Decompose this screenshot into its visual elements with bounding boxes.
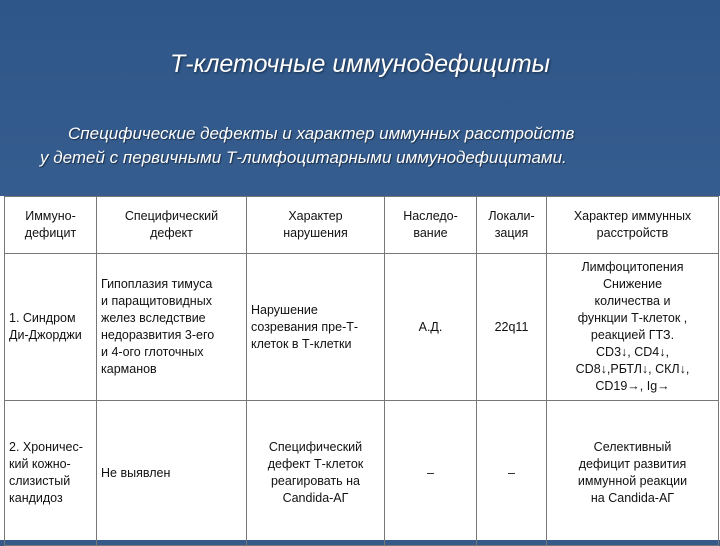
immunodeficiency-table — [4, 196, 719, 546]
slide-subtitle — [0, 122, 720, 170]
cell-disorder-character: Нарушение созревания пре-Т- клеток в Т-клетки — [247, 254, 385, 401]
cell-specific-defect: Гипоплазия тимуса и паращитовидных желез вследствие недоразвития 3-его и 4-ого глоточных карманов — [97, 254, 247, 401]
cell-immunodeficiency: 2. Хроничес- кий кожно- слизистый кандидоз — [5, 401, 97, 546]
cell-immunodeficiency: 1. Синдром Ди-Джорджи — [5, 254, 97, 401]
subtitle-line-2: у детей с первичными Т-лимфоцитарными иммунодефицитами. — [40, 148, 567, 167]
table-row — [5, 401, 719, 546]
cell-immune-disorders: Селективный дефицит развития иммунной реакции на Candida-АГ — [547, 401, 719, 546]
table-header-row — [5, 197, 719, 254]
cell-disorder-character: Специфический дефект Т-клеток реагировать на Candida-АГ — [247, 401, 385, 546]
header-specific-defect: Специфический дефект — [97, 197, 247, 254]
header-localization: Локали- зация — [477, 197, 547, 254]
cell-localization: – — [477, 401, 547, 546]
header-immune-disorders: Характер иммунных расстройств — [547, 197, 719, 254]
header-inheritance: Наследо- вание — [385, 197, 477, 254]
cell-localization: 22q11 — [477, 254, 547, 401]
table-card — [0, 196, 720, 540]
header-disorder-character: Характер нарушения — [247, 197, 385, 254]
cell-immune-disorders: Лимфоцитопения Снижение количества и функции Т-клеток , реакцией ГТЗ. CD3↓, CD4↓, CD8↓,РБТЛ↓, СКЛ↓, CD19→, Ig→ — [547, 254, 719, 401]
cell-specific-defect: Не выявлен — [97, 401, 247, 546]
cell-inheritance: А.Д. — [385, 254, 477, 401]
slide-title: Т-клеточные иммунодефициты — [169, 50, 551, 78]
table-row — [5, 254, 719, 401]
subtitle-line-1: Специфические дефекты и характер иммунных расстройств — [68, 124, 575, 143]
cell-inheritance: – — [385, 401, 477, 546]
header-immunodeficiency: Иммуно- дефицит — [5, 197, 97, 254]
